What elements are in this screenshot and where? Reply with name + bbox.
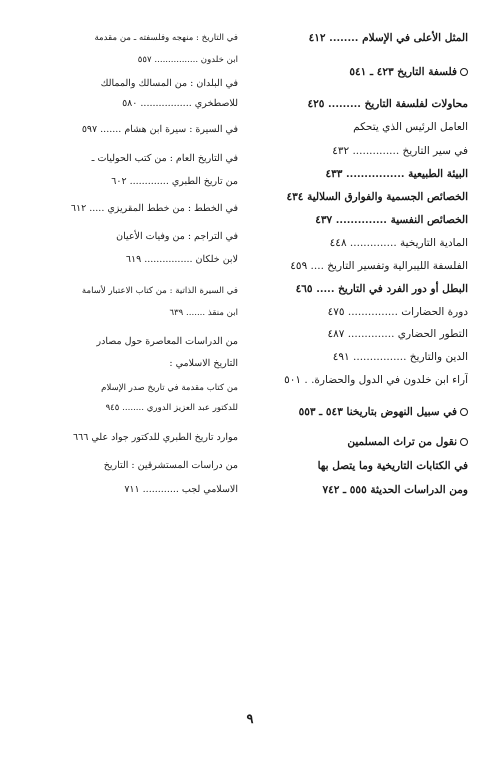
toc-entry: التطور الحضاري .............. ٤٨٧ bbox=[327, 328, 468, 340]
toc-entry: ومن الدراسات الحديثة ٥٥٥ ـ ٧٤٢ bbox=[322, 484, 468, 496]
toc-entry: الاسلامي لجب ............ ٧١١ bbox=[124, 484, 238, 495]
toc-entry: دورة الحضارات ............... ٤٧٥ bbox=[327, 306, 468, 318]
bullet-circle-icon bbox=[460, 68, 468, 76]
bullet-circle-icon bbox=[460, 408, 468, 416]
toc-entry: البطل أو دور الفرد في التاريخ ..... ٤٦٥ bbox=[295, 283, 468, 295]
toc-entry: التاريخ الاسلامي : bbox=[169, 358, 238, 369]
toc-entry: للدكتور عبد العزيز الدوري ........ ٩٤٥ bbox=[105, 403, 238, 413]
toc-entry: البيئة الطبيعية ................ ٤٣٣ bbox=[325, 168, 468, 180]
toc-entry: في سير التاريخ .............. ٤٣٢ bbox=[332, 145, 468, 157]
toc-entry: موارد تاريخ الطبري للدكتور جواد علي ٦٦٦ bbox=[73, 432, 238, 443]
toc-entry: العامل الرئيس الذي يتحكم bbox=[353, 121, 468, 133]
toc-entry: في البلدان : من المسالك والممالك bbox=[100, 78, 238, 89]
toc-entry: في السيرة : سيرة ابن هشام ....... ٥٩٧ bbox=[81, 124, 238, 135]
toc-entry: في التراجم : من وفيات الأعيان bbox=[116, 231, 238, 242]
toc-entry: في الخطط : من خطط المقريزي ..... ٦١٢ bbox=[70, 203, 238, 214]
toc-entry: في السيرة الذاتية : من كتاب الاعتبار لأسامة bbox=[81, 286, 238, 296]
toc-entry: في التاريخ العام : من كتب الحوليات ـ bbox=[91, 153, 238, 164]
toc-entry: من كتاب مقدمة في تاريخ صدر الإسلام bbox=[101, 383, 238, 393]
toc-section-heading: في سبيل النهوض بتاريخنا ٥٤٣ ـ ٥٥٣ bbox=[256, 404, 468, 420]
bullet-circle-icon bbox=[460, 438, 468, 446]
toc-entry: الخصائص النفسية .............. ٤٣٧ bbox=[315, 214, 468, 226]
toc-entry: المثل الأعلى في الإسلام ........ ٤١٢ bbox=[308, 32, 468, 44]
toc-entry: محاولات لفلسفة التاريخ ......... ٤٢٥ bbox=[307, 98, 468, 110]
toc-entry: في الكتابات التاريخية وما يتصل بها bbox=[317, 460, 468, 472]
page-number: ٩ bbox=[246, 712, 254, 727]
toc-section-heading: فلسفة التاريخ ٤٢٣ ـ ٥٤١ bbox=[256, 64, 468, 80]
toc-entry: في التاريخ : منهجه وفلسفته ـ من مقدمة bbox=[94, 33, 238, 43]
toc-entry: من دراسات المستشرقين : التاريخ bbox=[103, 460, 238, 471]
toc-entry: لابن خلكان ................ ٦١٩ bbox=[125, 254, 238, 265]
toc-entry: من تاريخ الطبري ............. ٦٠٢ bbox=[111, 176, 238, 187]
toc-entry: من الدراسات المعاصرة حول مصادر bbox=[96, 336, 238, 347]
toc-entry: آراء ابن خلدون في الدول والحضارة. . ٥٠١ bbox=[284, 374, 468, 386]
toc-entry: الدين والتاريخ ................ ٤٩١ bbox=[332, 351, 468, 363]
toc-section-heading: نقول من تراث المسلمين bbox=[256, 434, 468, 450]
toc-entry: الخصائص الجسمية والفوارق السلالية ٤٣٤ bbox=[286, 191, 468, 203]
toc-entry: الفلسفة الليبرالية وتفسير التاريخ .... ٤٥٩ bbox=[290, 260, 468, 272]
toc-entry: للاصطخري ................. ٥٨٠ bbox=[122, 98, 238, 109]
toc-entry: ابن خلدون ................ ٥٥٧ bbox=[137, 55, 238, 65]
toc-entry: ابن منقذ ....... ٦٣٩ bbox=[169, 308, 238, 318]
toc-entry: المادية التاريخية .............. ٤٤٨ bbox=[329, 237, 468, 249]
